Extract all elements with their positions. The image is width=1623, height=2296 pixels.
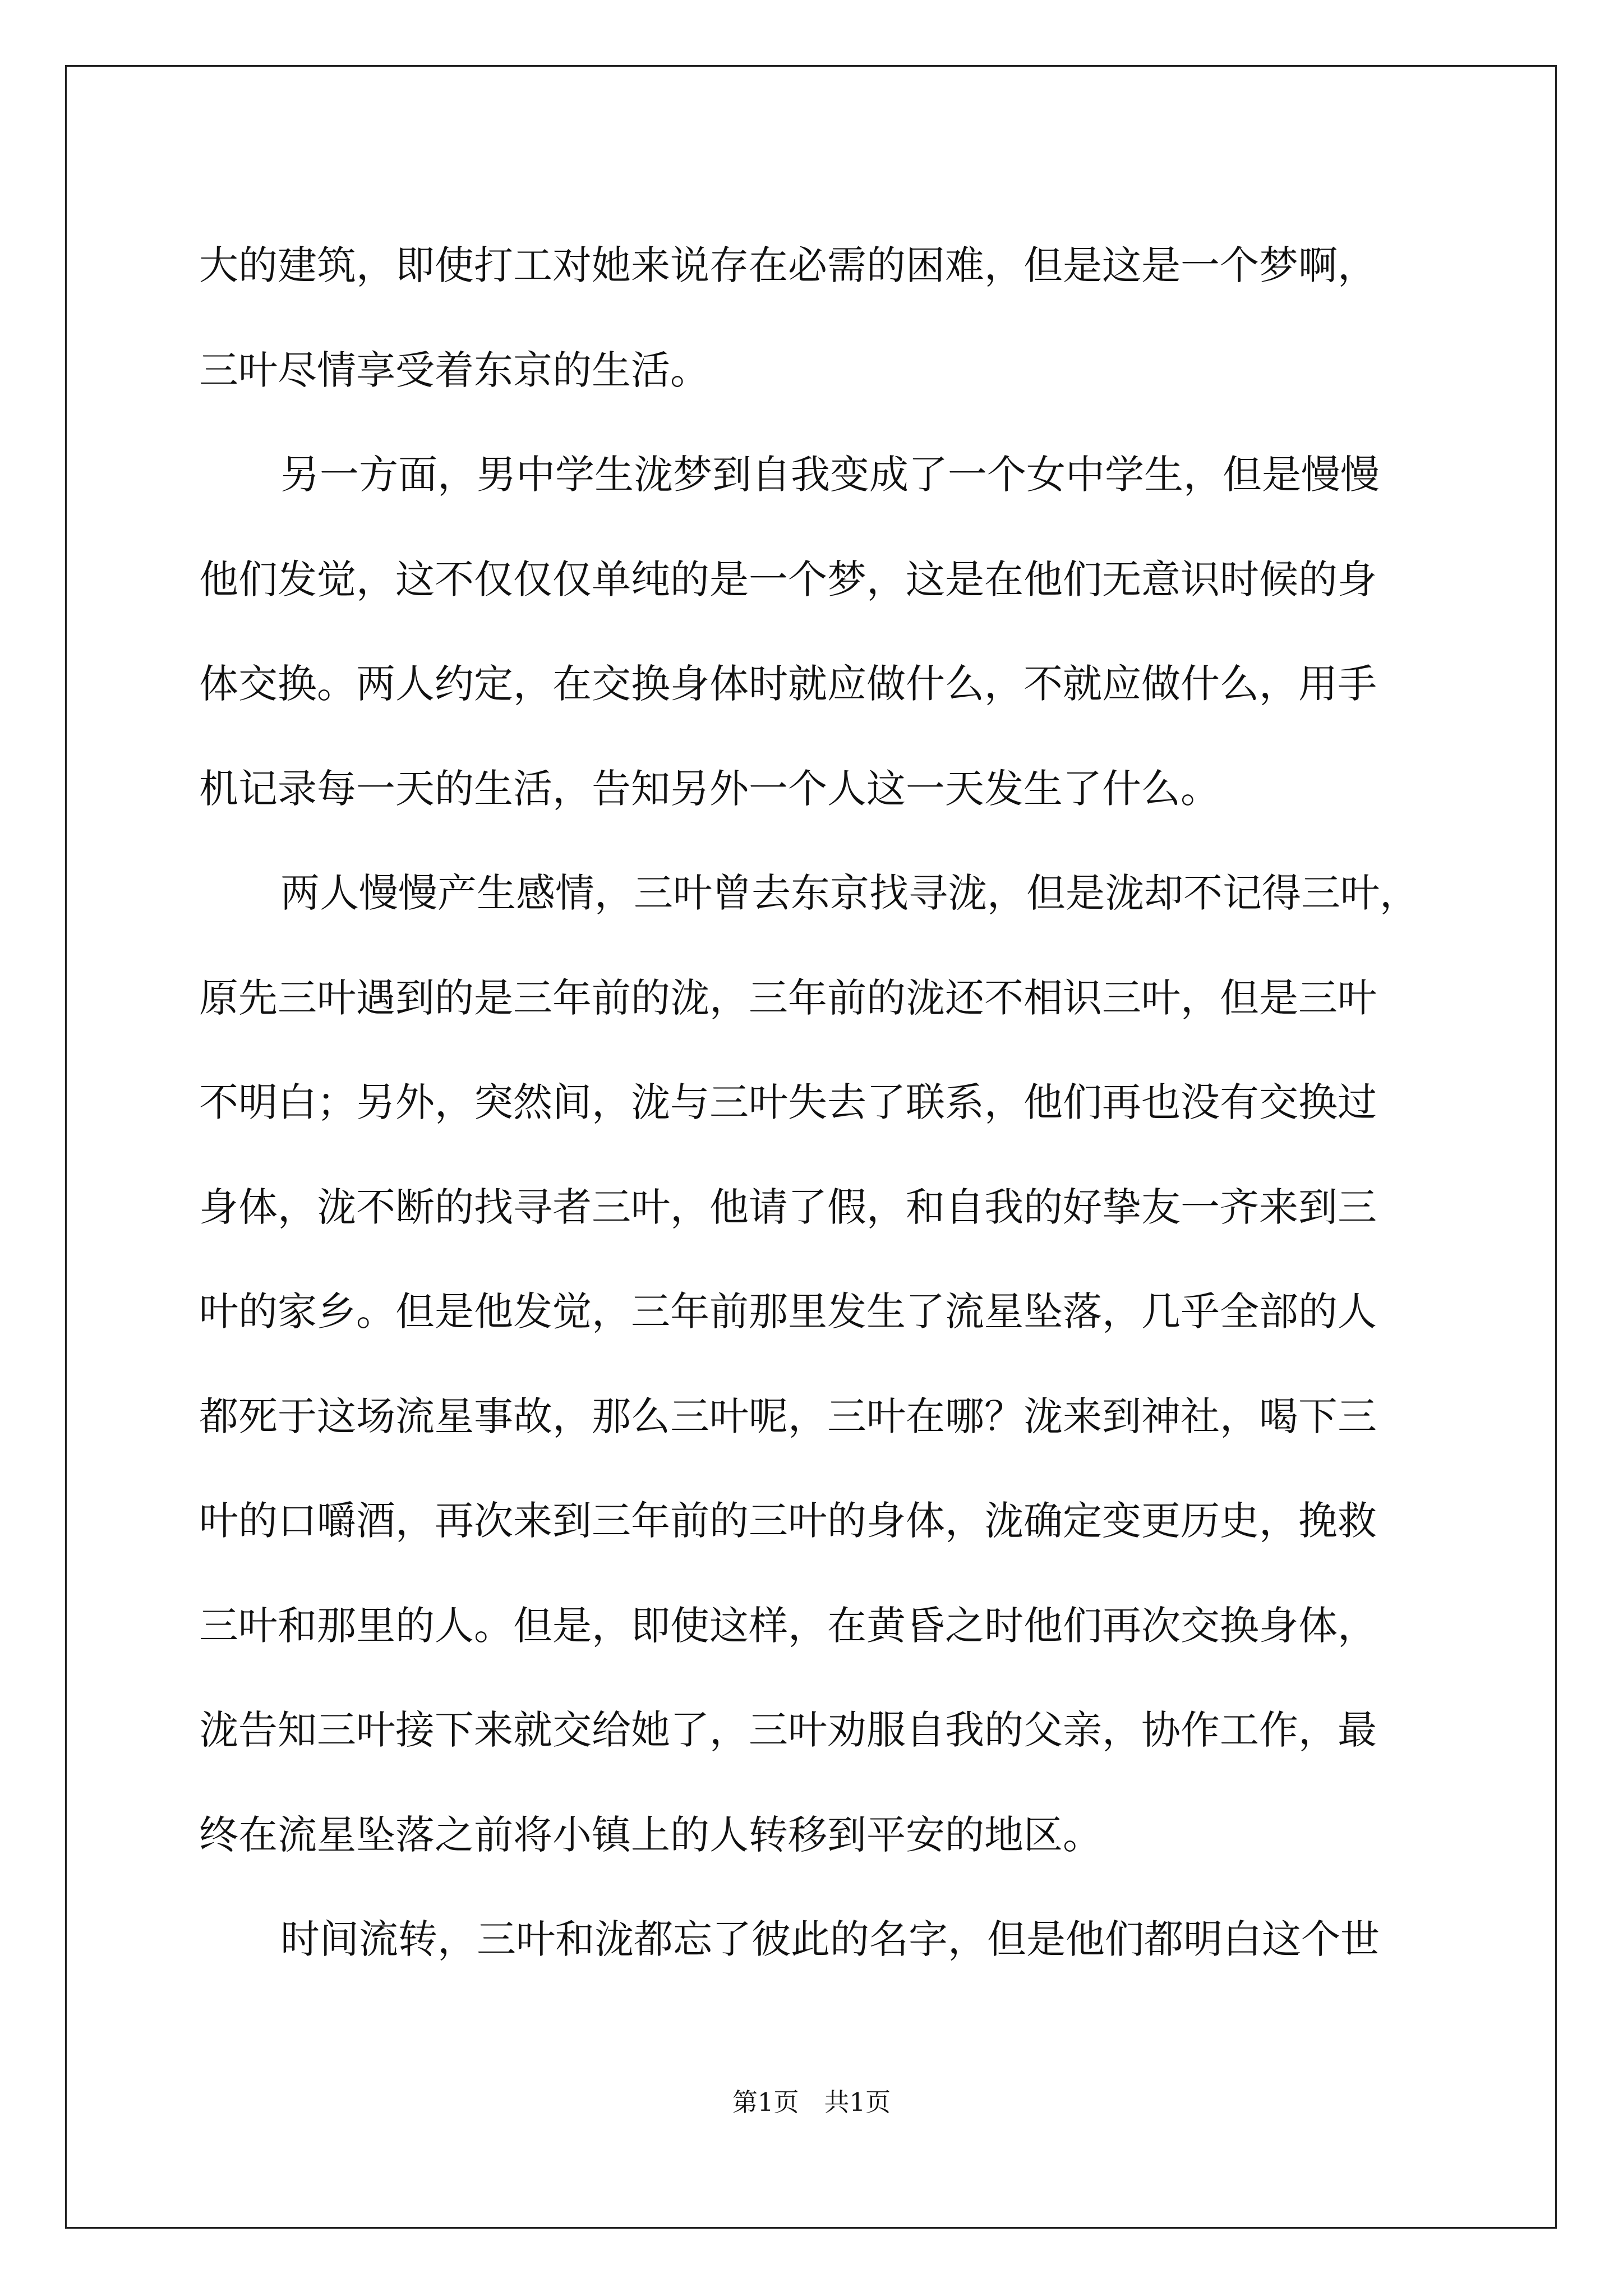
text-line: 叶的家乡。但是他发觉，三年前那里发生了流星坠落，几乎全部的人 xyxy=(199,1289,1377,1335)
document-body xyxy=(199,213,1450,1992)
text-line: 三叶尽情享受着东京的生活。 xyxy=(199,347,709,393)
text-line: 另一方面，男中学生泷梦到自我变成了一个女中学生，但是慢慢 xyxy=(280,452,1380,498)
text-line: 两人慢慢产生感情，三叶曾去东京找寻泷，但是泷却不记得三叶， xyxy=(280,870,1419,916)
text-line: 三叶和那里的人。但是，即使这样，在黄昏之时他们再次交换身体， xyxy=(199,1602,1377,1649)
text-line: 机记录每一天的生活，告知另外一个人这一天发生了什么。 xyxy=(199,765,1220,812)
text-line: 身体，泷不断的找寻者三叶，他请了假，和自我的好挚友一齐来到三 xyxy=(199,1184,1377,1230)
text-line: 体交换。两人约定，在交换身体时就应做什么，不就应做什么，用手 xyxy=(199,661,1377,707)
page-footer: 第1页 共1页 xyxy=(732,2087,891,2117)
text-line: 原先三叶遇到的是三年前的泷，三年前的泷还不相识三叶，但是三叶 xyxy=(199,974,1377,1021)
text-line: 都死于这场流星事故，那么三叶呢，三叶在哪？泷来到神社，喝下三 xyxy=(199,1393,1377,1439)
text-line: 泷告知三叶接下来就交给她了，三叶劝服自我的父亲，协作工作，最 xyxy=(199,1707,1377,1753)
text-line: 他们发觉，这不仅仅仅单纯的是一个梦，这是在他们无意识时候的身 xyxy=(199,556,1377,602)
text-line: 大的建筑，即使打工对她来说存在必需的困难，但是这是一个梦啊， xyxy=(199,242,1377,288)
text-line: 时间流转，三叶和泷都忘了彼此的名字，但是他们都明白这个世 xyxy=(280,1916,1380,1962)
text-line: 终在流星坠落之前将小镇上的人转移到平安的地区。 xyxy=(199,1811,1102,1858)
text-line: 不明白；另外，突然间，泷与三叶失去了联系，他们再也没有交换过 xyxy=(199,1079,1377,1125)
text-line: 叶的口嚼酒，再次来到三年前的三叶的身体，泷确定变更历史，挽救 xyxy=(199,1498,1377,1544)
